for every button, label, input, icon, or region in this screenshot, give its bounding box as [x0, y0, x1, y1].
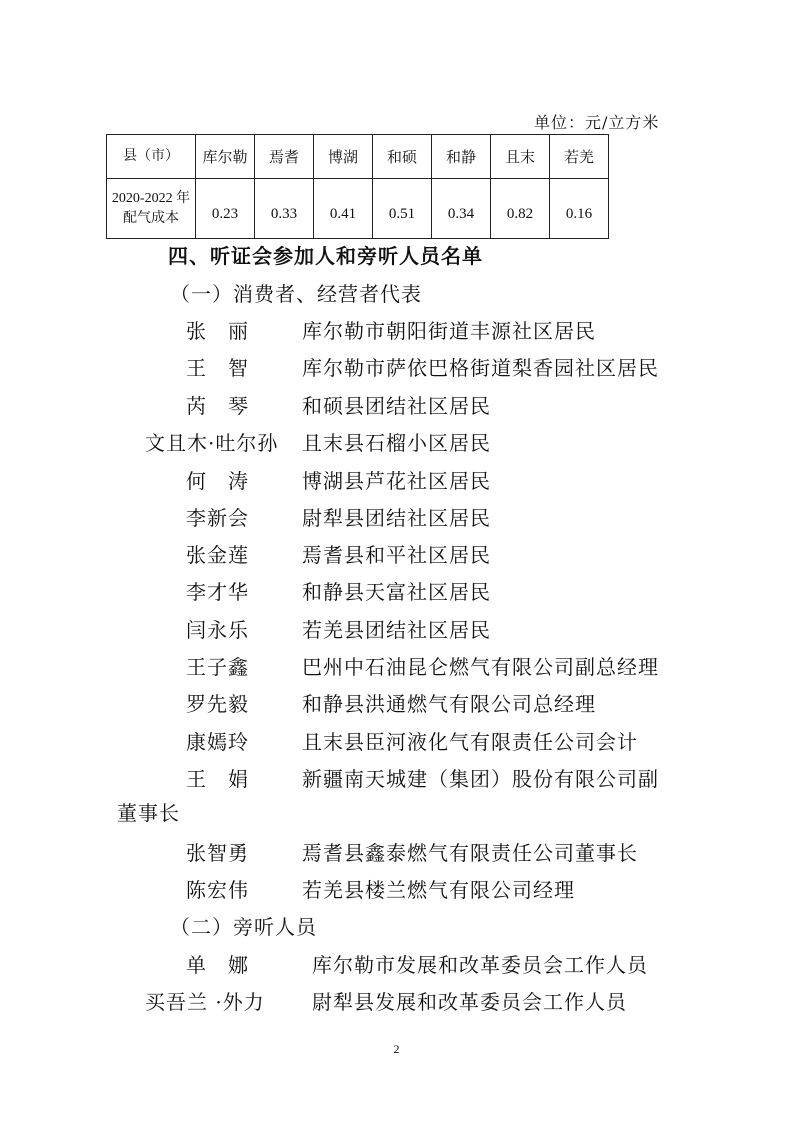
county-cell: 若羌	[550, 135, 609, 179]
value-cell: 0.51	[373, 179, 432, 239]
value-cell: 0.34	[432, 179, 491, 239]
list-item	[0, 390, 793, 420]
list-item	[0, 315, 793, 345]
list-item	[0, 986, 793, 1016]
header-county-label: 县（市）	[107, 135, 196, 179]
county-cell: 且末	[491, 135, 550, 179]
person-name: 陈宏伟	[186, 878, 249, 902]
person-desc: 巴州中石油昆仑燃气有限公司副总经理	[302, 655, 659, 679]
county-cell: 和硕	[373, 135, 432, 179]
section-title: 四、听证会参加人和旁听人员名单	[168, 244, 483, 268]
person-name: 何 涛	[186, 469, 249, 493]
list-item	[0, 837, 793, 867]
person-name: 闫永乐	[186, 618, 249, 642]
value-cell: 0.41	[314, 179, 373, 239]
person-desc: 博湖县芦花社区居民	[302, 469, 491, 493]
value-cell: 0.23	[196, 179, 255, 239]
value-cell: 0.16	[550, 179, 609, 239]
person-name: 李才华	[186, 580, 249, 604]
list-item	[0, 874, 793, 904]
table-header-row	[107, 135, 609, 179]
person-desc: 库尔勒市朝阳街道丰源社区居民	[302, 319, 596, 343]
list-item	[0, 352, 793, 382]
group2-title: （二）旁听人员	[170, 915, 317, 939]
person-desc: 和静县天富社区居民	[302, 580, 491, 604]
page-number: 2	[393, 1042, 400, 1056]
person-desc: 尉犁县团结社区居民	[302, 506, 491, 530]
list-item	[0, 949, 793, 979]
person-name: 芮 琴	[186, 394, 249, 418]
person-name: 单 娜	[186, 953, 249, 977]
value-cell: 0.82	[491, 179, 550, 239]
person-desc: 若羌县团结社区居民	[302, 618, 491, 642]
person-desc: 尉犁县发展和改革委员会工作人员	[312, 990, 627, 1014]
list-item	[0, 726, 793, 756]
person-name: 康嫣玲	[186, 730, 249, 754]
person-name: 王子鑫	[186, 655, 249, 679]
unit-label: 单位：元/立方米	[534, 113, 660, 132]
person-name: 文且木·吐尔孙	[145, 431, 279, 455]
person-name: 张智勇	[186, 841, 249, 865]
desc-continuation: 董事长	[117, 801, 180, 825]
person-name: 罗先毅	[186, 692, 249, 716]
county-cell: 和静	[432, 135, 491, 179]
list-item	[0, 427, 793, 457]
county-cell: 博湖	[314, 135, 373, 179]
person-desc: 和硕县团结社区居民	[302, 394, 491, 418]
list-item	[0, 465, 793, 495]
person-desc: 库尔勒市萨依巴格街道梨香园社区居民	[302, 356, 659, 380]
person-name: 张 丽	[186, 319, 249, 343]
table-value-row	[107, 179, 609, 239]
person-desc: 若羌县楼兰燃气有限公司经理	[302, 878, 575, 902]
county-cell: 焉耆	[255, 135, 314, 179]
list-item	[0, 614, 793, 644]
list-item	[0, 576, 793, 606]
county-cell: 库尔勒	[196, 135, 255, 179]
person-desc: 且末县石榴小区居民	[302, 431, 491, 455]
person-name: 张金莲	[186, 543, 249, 567]
person-desc: 库尔勒市发展和改革委员会工作人员	[312, 953, 648, 977]
person-name: 李新会	[186, 506, 249, 530]
list-item	[0, 688, 793, 718]
list-item	[0, 763, 793, 793]
person-desc: 焉耆县鑫泰燃气有限责任公司董事长	[302, 841, 638, 865]
person-desc: 和静县洪通燃气有限公司总经理	[302, 692, 596, 716]
group1-title: （一）消费者、经营者代表	[170, 282, 422, 306]
person-name: 王 智	[186, 356, 249, 380]
row-label	[107, 179, 196, 239]
person-desc: 且末县臣河液化气有限责任公司会计	[302, 730, 638, 754]
person-name: 王 娟	[186, 767, 249, 791]
gas-cost-table	[106, 134, 609, 239]
person-desc: 新疆南天城建（集团）股份有限公司副	[302, 767, 659, 791]
list-item	[0, 502, 793, 532]
list-item	[0, 539, 793, 569]
row-label-line2: 配气成本	[123, 210, 179, 226]
value-cell: 0.33	[255, 179, 314, 239]
person-desc: 焉耆县和平社区居民	[302, 543, 491, 567]
list-item	[0, 651, 793, 681]
person-name: 买吾兰 ·外力	[145, 990, 265, 1014]
row-label-line1: 2020-2022 年	[111, 190, 191, 206]
